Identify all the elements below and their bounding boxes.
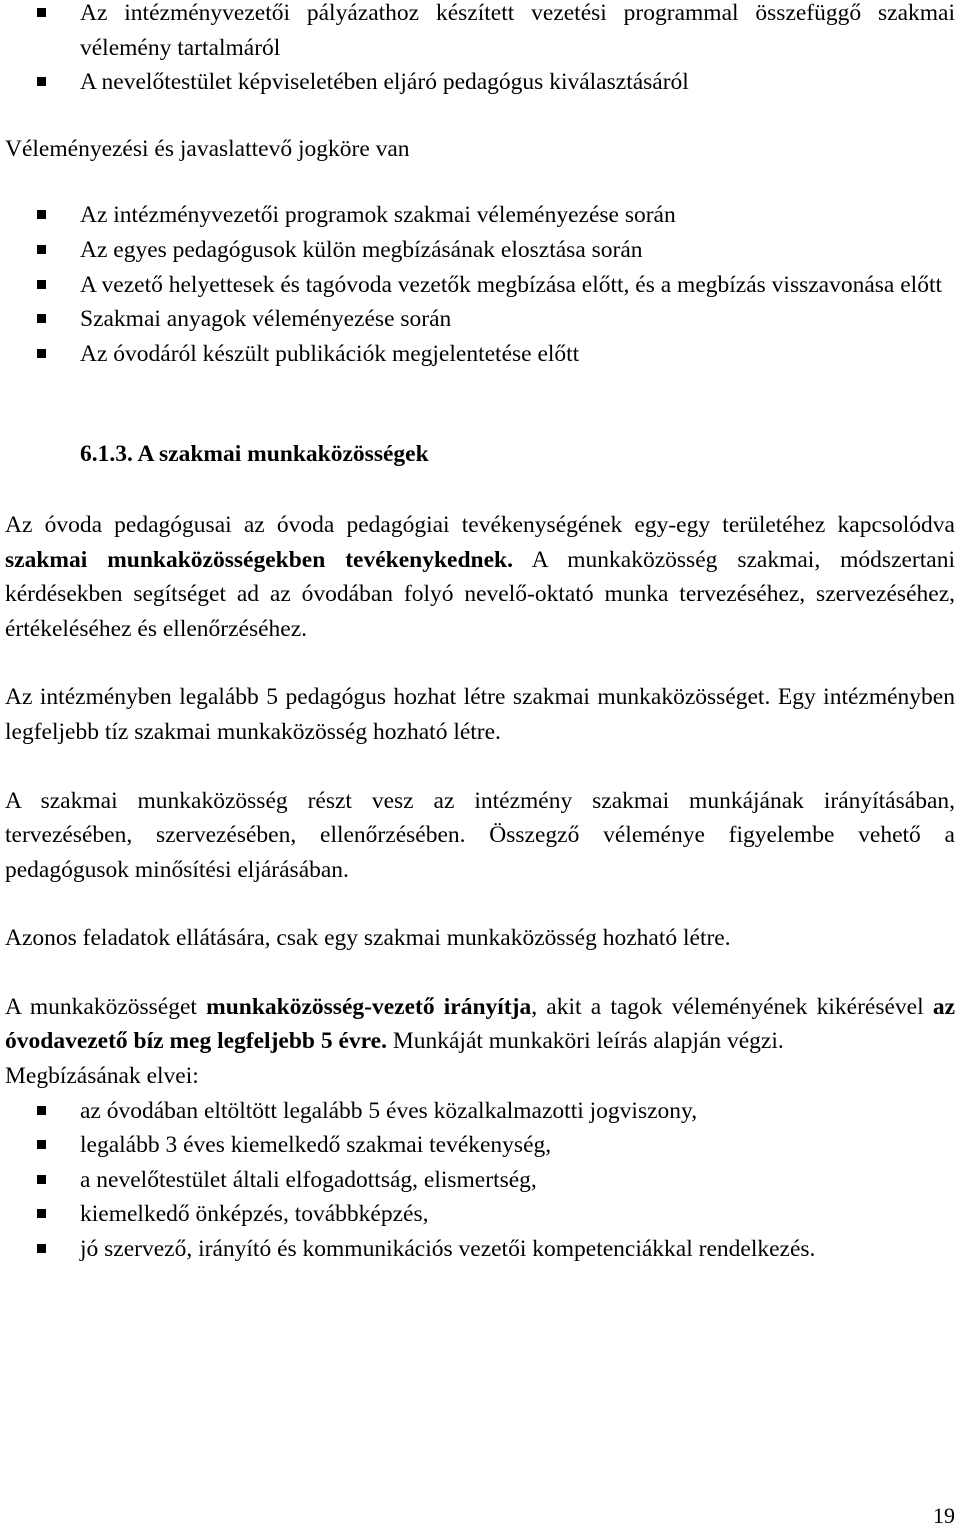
list-item: az óvodában eltöltött legalább 5 éves közalkalmazotti jogviszony,	[5, 1094, 955, 1129]
square-bullet-icon	[37, 8, 46, 17]
paragraph-leader: A munkaközösséget munkaközösség-vezető irányítja, akit a tagok véleményének kikérésével az óvodavezető bíz meg legfeljebb 5 évre. Munkáját munkaköri leírás alapján végzi.	[5, 993, 955, 1055]
list-item: Az intézményvezetői pályázathoz készített vezetési programmal összefüggő szakmai vélemény tartalmáról	[5, 0, 955, 65]
list-item: kiemelkedő önképzés, továbbképzés,	[5, 1197, 955, 1232]
document-page	[5, 0, 955, 1267]
list-item: Az intézményvezetői programok szakmai véleményezése során	[5, 198, 955, 233]
bullet-list-principles	[5, 1094, 955, 1267]
list-item: Az egyes pedagógusok külön megbízásának elosztása során	[5, 233, 955, 268]
section-title: A szakmai munkaközösségek	[137, 441, 429, 468]
list-item: A vezető helyettesek és tagóvoda vezetők megbízása előtt, és a megbízás visszavonása előtt	[5, 268, 955, 303]
square-bullet-icon	[37, 314, 46, 323]
principles-label: Megbízásának elvei:	[5, 1063, 199, 1090]
list-item: a nevelőtestület általi elfogadottság, elismertség,	[5, 1163, 955, 1198]
opinion-rights-heading: Véleményezési és javaslattevő jogköre van	[5, 135, 410, 162]
list-item: Szakmai anyagok véleményezése során	[5, 302, 955, 337]
bullet-list-opinion-rights	[5, 198, 955, 371]
square-bullet-icon	[37, 280, 46, 289]
square-bullet-icon	[37, 1209, 46, 1218]
list-item: A nevelőtestület képviseletében eljáró pedagógus kiválasztásáról	[5, 65, 955, 100]
square-bullet-icon	[37, 349, 46, 358]
list-item: jó szervező, irányító és kommunikációs vezetői kompetenciákkal rendelkezés.	[5, 1232, 955, 1267]
paragraph-single-community: Azonos feladatok ellátására, csak egy szakmai munkaközösség hozható létre.	[5, 925, 731, 952]
bullet-list-opinion-topics	[5, 0, 955, 100]
square-bullet-icon	[37, 1140, 46, 1149]
square-bullet-icon	[37, 1244, 46, 1253]
section-number: 6.1.3.	[80, 441, 133, 468]
section-heading	[80, 437, 955, 472]
list-item: Az óvodáról készült publikációk megjelentetése előtt	[5, 337, 955, 372]
paragraph-participation: A szakmai munkaközösség részt vesz az intézmény szakmai munkájának irányításában, tervezésében, szervezésében, ellenőrzésében. Összegző véleménye figyelembe vehető a pedagógusok minősítési eljárásában.	[5, 787, 955, 883]
page-number: 19	[933, 1503, 955, 1529]
square-bullet-icon	[37, 245, 46, 254]
paragraph-work-communities: Az óvoda pedagógusai az óvoda pedagógiai tevékenységének egy-egy területéhez kapcsolódva szakmai munkaközösségekben tevékenykednek. A munkaközösség szakmai, módszertani kérdésekben segítséget ad az óvodában folyó nevelő-oktató munka tervezéséhez, szervezéséhez, értékeléséhez és ellenőrzéséhez.	[5, 511, 955, 642]
square-bullet-icon	[37, 1106, 46, 1115]
paragraph-minimum-members: Az intézményben legalább 5 pedagógus hozhat létre szakmai munkaközösséget. Egy intézményben legfeljebb tíz szakmai munkaközösség hozható létre.	[5, 684, 955, 745]
list-item: legalább 3 éves kiemelkedő szakmai tevékenység,	[5, 1128, 955, 1163]
square-bullet-icon	[37, 1175, 46, 1184]
square-bullet-icon	[37, 77, 46, 86]
square-bullet-icon	[37, 210, 46, 219]
